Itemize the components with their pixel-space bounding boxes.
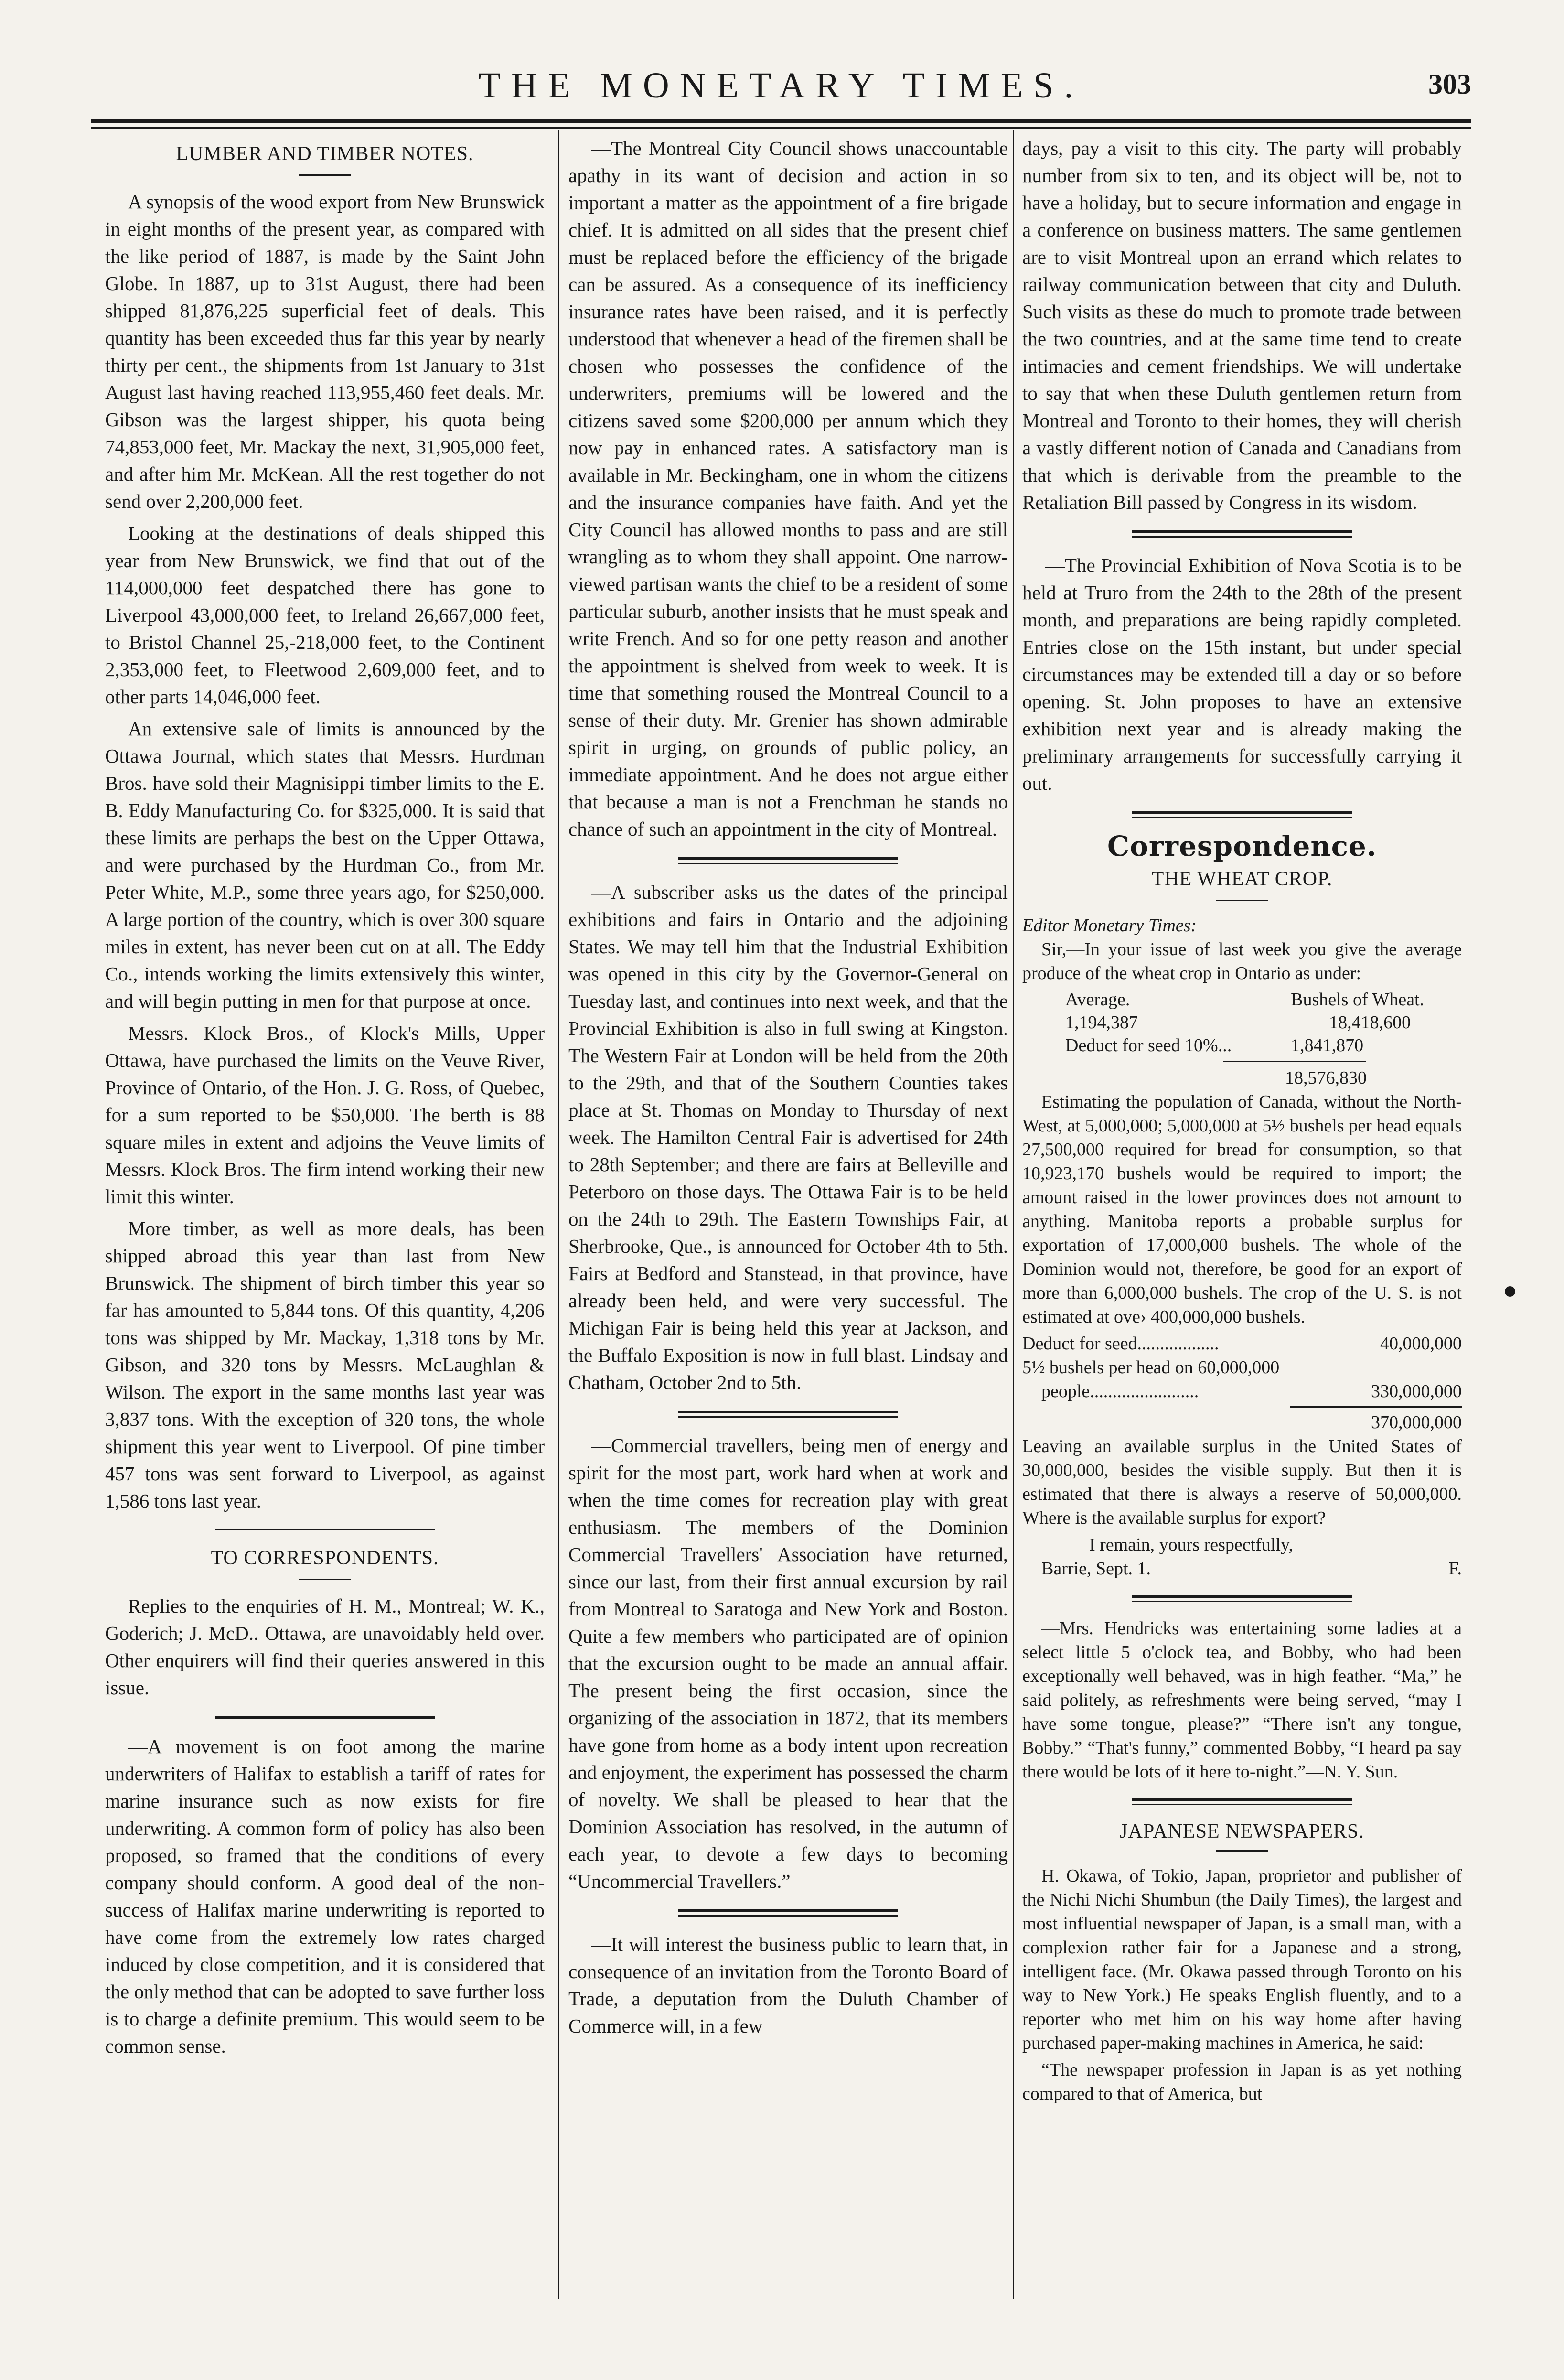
- column-2: [568, 135, 1008, 2045]
- section-separator: [1132, 1595, 1352, 1602]
- calc-label: 5½ bushels per head on 60,000,000: [1022, 1357, 1280, 1378]
- article-paragraph: “The newspaper profession in Japan is as yet nothing compared to that of America, but: [1022, 2060, 1462, 2104]
- section-separator: [215, 1529, 435, 1530]
- section-separator: [678, 1909, 898, 1917]
- heading-rule: [1216, 900, 1268, 901]
- article-paragraph: —Commercial travellers, being men of energy and spirit for the most part, work hard when at work and when the time comes for recreation play with great enthusiasm. The members of the Dominion Commercial Travellers' Association have returned, since our last, from their first annual excursion by rail from Montreal to Saratoga and New York and Boston. Quite a few members who participated are of opinion that the excursion ought to be made an annual affair. The present being the first occasion, since the organizing of the association in 1872, that its members have gone from home as a body intent upon recreation and enjoyment, the experiment has possessed the charm of novelty. We shall be pleased to hear that the Dominion Association has resolved, in the autumn of each year, to devote a few days to becoming “Uncommercial Travellers.”: [568, 1434, 1008, 1892]
- table-header-average: Average.: [1065, 990, 1130, 1010]
- article-paragraph: Looking at the destinations of deals shipped this year from New Brunswick, we find that out of the 114,000,000 feet despatched there has gone to Liverpool 43,000,000 feet, to Ireland 26,667,000 feet, to Bristol Channel 25,-218,000 feet, to the Continent 2,353,000 feet, to Fleetwood 2,609,000 feet, and to other parts 14,046,000 feet.: [105, 522, 545, 708]
- article-paragraph: —The Provincial Exhibition of Nova Scotia is to be held at Truro from the 24th to the 28th of the present month, and preparations are being rapidly completed. Entries close on the 15th instant, but under special circumstances may be extended till a day or so before opening. St. John proposes to have an extensive exhibition next year and is already making the preliminary arrangements for successfully carrying it out.: [1022, 554, 1462, 794]
- sum-rule: [1223, 1061, 1366, 1062]
- japanese-heading: JAPANESE NEWSPAPERS.: [1120, 1820, 1364, 1842]
- article-paragraph: Messrs. Klock Bros., of Klock's Mills, Upper Ottawa, have purchased the limits on the Veuve River, Province of Ontario, of the Hon. J. G. Ross, of Quebec, for a sum reported to be $50,000. The berth is 88 square miles in extent and adjoins the Veuve limits of Messrs. Klock Bros. The firm intend working their new limit this winter.: [105, 1022, 545, 1207]
- letter-paragraph: Estimating the population of Canada, without the North-West, at 5,000,000; 5,000,000 at 5½ bushels per head equals 27,500,000 required for bread for consumption, so that 10,923,170 bushels would be required to import; the amount raised in the lower provinces does not amount to anything. Manitoba reports a probable surplus for exportation of 17,000,000 bushels. The whole of the Dominion would not, therefore, be good for an export of more than 6,000,000 bushels. The crop of the U. S. is not estimated at ove› 400,000,000 bushels.: [1022, 1092, 1462, 1327]
- section-separator: [215, 1716, 435, 1719]
- correspondents-heading: TO CORRESPONDENTS.: [211, 1547, 439, 1569]
- article-paragraph: H. Okawa, of Tokio, Japan, proprietor and publisher of the Nichi Nichi Shumbun (the Daily Times), the largest and most influential newspaper of Japan, is a small man, with a complexion rather fair for a Japanese and a strong, intelligent face. (Mr. Okawa passed through Toronto on his way to New York.) He speaks English fluently, and to a reporter who met him on his way home after having purchased paper-making machines in America, he said:: [1022, 1866, 1462, 2053]
- article-paragraph: —A subscriber asks us the dates of the principal exhibitions and fairs in Ontario and the adjoining States. We may tell him that the Industrial Exhibition was opened in this city by the Governor-General on Tuesday last, and continues into next week, and that the Provincial Exhibition is also in full swing at Kingston. The Western Fair at London will be held from the 20th to the 29th, and that of the Southern Counties takes place at St. Thomas on Monday to Thursday of next week. The Hamilton Central Fair is advertised for 24th to 28th September; and there are fairs at Belleville and Peterboro on those days. The Ottawa Fair is to be held on the 24th to 29th. The Eastern Townships Fair, at Sherbrooke, Que., is announced for October 4th to 5th. Fairs at Bedford and Stanstead, in that province, have already been held, and were very successful. The Michigan Fair is being held this year at Jackson, and the Buffalo Exposition is now in full blast. Lindsay and Chatham, October 2nd to 5th.: [568, 881, 1008, 1393]
- column-3: [1022, 135, 1462, 2109]
- lumber-heading: LUMBER AND TIMBER NOTES.: [176, 143, 474, 165]
- masthead-title: THE MONETARY TIMES.: [478, 65, 1084, 106]
- table-row: [1022, 1011, 1462, 1034]
- article-paragraph: —It will interest the business public to learn that, in consequence of an invitation from the Toronto Board of Trade, a deputation from the Duluth Chamber of Commerce will, in a few: [568, 1933, 1008, 2037]
- article-paragraph: Replies to the enquiries of H. M., Montreal; W. K., Goderich; J. McD.. Ottawa, are unavoidably held over. Other enquirers will find their queries answered in this issue.: [105, 1595, 545, 1699]
- table-row: [1022, 988, 1462, 1011]
- column-1: [105, 135, 545, 2065]
- section-separator: [1132, 530, 1352, 538]
- section-separator: [1132, 1798, 1352, 1805]
- calc-line: [1022, 1332, 1462, 1356]
- article-paragraph: —The Montreal City Council shows unaccountable apathy in its want of decision and action in so important a matter as the appointment of a fire brigade chief. It is admitted on all sides that the present chief must be replaced before the efficiency of the brigade can be assured. As a consequence of its inefficiency insurance rates have been raised, and it is perfectly understood that whenever a head of the firemen shall be chosen who possesses the confidence of the underwriters, premiums will be lowered and the citizens saved some $200,000 per annum which they now pay in enhanced rates. A satisfactory man is available in Mr. Beckingham, one in whom the citizens and the insurance companies have faith. And yet the City Council has allowed months to pass and are still wrangling as to whom they shall appoint. One narrow-viewed partisan wants the chief to be a resident of some particular suburb, another insists that he must speak and write French. And so for one petty reason and another the appointment is shelved from week to week. It is time that something roused the Montreal Council to a sense of their duty. Mr. Grenier has shown admirable spirit in urging, on grounds of public policy, an immediate appointment. And he does not argue either that because a man is not a Frenchman he stands no chance of such an appointment in the city of Montreal.: [568, 137, 1008, 840]
- article-paragraph: days, pay a visit to this city. The party will probably number from six to ten, and its object will be, not to have a holiday, but to secure information and engage in a conference on business matters. The same gentlemen are to visit Montreal upon an errand which relates to railway communication between that city and Duluth. Such visits as these do much to promote trade between the two countries, and at the same time tend to create intimacies and cement friendships. We will undertake to say that when these Duluth gentlemen return from Montreal and Toronto to their homes, they will cherish a vastly different notion of Canada and Canadians from that which is derivable from the preamble to the Retaliation Bill passed by Congress in its wisdom.: [1022, 137, 1462, 513]
- header-rule-thin: [91, 127, 1471, 129]
- page-number: 303: [1428, 68, 1471, 100]
- letter-paragraph: Leaving an available surplus in the United States of 30,000,000, besides the visible supply. But then it is estimated that there is always a reserve of 50,000,000. Where is the available surplus for export?: [1022, 1436, 1462, 1528]
- table-header-bushels: Bushels of Wheat.: [1291, 990, 1425, 1010]
- table-cell: 18,418,600: [1329, 1012, 1411, 1033]
- table-cell: 1,194,387: [1065, 1012, 1138, 1033]
- calc-line: [1022, 1379, 1462, 1403]
- wheat-crop-heading: THE WHEAT CROP.: [1151, 868, 1333, 890]
- article-paragraph: More timber, as well as more deals, has been shipped abroad this year than last from New Brunswick. The shipment of birch timber this year so far has amounted to 5,844 tons. Of this quantity, 4,206 tons was shipped by Mr. Mackay, 1,318 tons by Mr. Gibson, and 320 tons by Messrs. McLaughlan & Wilson. The export in the same months last year was 3,837 tons. With the exception of 320 tons, the whole shipment this year went to Liverpool. Of pine timber 457 tons was sent forward to Liverpool, as against 1,586 tons last year.: [105, 1217, 545, 1512]
- sum-rule: [1290, 1406, 1462, 1408]
- article-paragraph: A synopsis of the wood export from New Brunswick in eight months of the present year, as compared with the like period of 1887, is made by the Saint John Globe. In 1887, up to 31st August, there had been shipped 81,876,225 superficial feet of deals. This quantity has been exceeded thus far this year by nearly thirty per cent., the shipments from 1st January to 31st August last having reached 113,955,460 feet deals. Mr. Gibson was the largest shipper, his quota being 74,853,000 feet, Mr. Mackay the next, 31,905,000 feet, and after him Mr. McKean. All the rest together do not send over 2,200,000 feet.: [105, 191, 545, 512]
- letter-closing: I remain, yours respectfully,: [1089, 1535, 1293, 1555]
- calc-value: 330,000,000: [1371, 1381, 1462, 1401]
- heading-rule: [299, 174, 351, 176]
- letter-signer: F.: [1448, 1559, 1462, 1579]
- heading-rule: [1216, 1850, 1268, 1852]
- letter-signature: [1022, 1557, 1462, 1581]
- calc-label: people........................: [1041, 1381, 1199, 1401]
- section-separator: [678, 857, 898, 864]
- wheat-table: [1022, 988, 1462, 1057]
- calc-label: Deduct for seed..................: [1022, 1334, 1219, 1354]
- table-row: [1022, 1034, 1462, 1057]
- calc-total: 370,000,000: [1371, 1412, 1462, 1432]
- table-total: 18,576,830: [1285, 1068, 1367, 1088]
- heading-rule: [299, 1579, 351, 1580]
- table-cell: Deduct for seed 10%...: [1065, 1035, 1232, 1055]
- section-separator: [1132, 811, 1352, 818]
- letter-paragraph: Sir,—In your issue of last week you give the average produce of the wheat crop in Ontario as under:: [1022, 939, 1462, 983]
- column-divider-2: [1013, 130, 1014, 2299]
- letter-salutation: Editor Monetary Times:: [1022, 915, 1197, 936]
- section-separator: [678, 1411, 898, 1418]
- wheat-letter: [1022, 914, 1462, 2106]
- header-rule-thick: [91, 119, 1471, 123]
- article-paragraph: —Mrs. Hendricks was entertaining some ladies at a select little 5 o'clock tea, and Bobby, who had been exceptionally well behaved, was in high feather. “Ma,” he said politely, as refreshments were being served, “may I have some tongue, please?” “There isn't any tongue, Bobby.” “That's funny,” commented Bobby, “I heard pa say there would be lots of it here to-night.”—N. Y. Sun.: [1022, 1618, 1462, 1782]
- letter-place: Barrie, Sept. 1.: [1041, 1559, 1151, 1579]
- correspondence-heading: Correspondence.: [1107, 830, 1377, 862]
- article-paragraph: —A movement is on foot among the marine underwriters of Halifax to establish a tariff of rates for marine insurance such as now exists for fire underwriting. A common form of policy has also been proposed, so framed that the conditions of every company should conform. A good deal of the non-success of Halifax marine underwriting is reported to have come from the extremely low rates charged induced by close competition, and it is considered that the only method that can be adopted to save further loss is to charge a definite premium. This would seem to be common sense.: [105, 1735, 545, 2057]
- table-cell: 1,841,870: [1291, 1035, 1364, 1055]
- margin-mark: [1505, 1286, 1515, 1297]
- column-divider-1: [558, 130, 559, 2299]
- page-header: [91, 56, 1471, 114]
- calc-value: 40,000,000: [1380, 1334, 1462, 1354]
- article-paragraph: An extensive sale of limits is announced by the Ottawa Journal, which states that Messrs. Hurdman Bros. have sold their Magnisippi timber limits to the E. B. Eddy Manufacturing Co. for $325,000. It is said that these limits are perhaps the best on the Upper Ottawa, and were purchased by the Hurdman Co., from Mr. Peter White, M.P., some three years ago, for $250,000. A large portion of the country, which is over 300 square miles in extent, has never been cut on at all. The Eddy Co., intends working the limits extensively this winter, and will begin putting in men for that purpose at once.: [105, 718, 545, 1012]
